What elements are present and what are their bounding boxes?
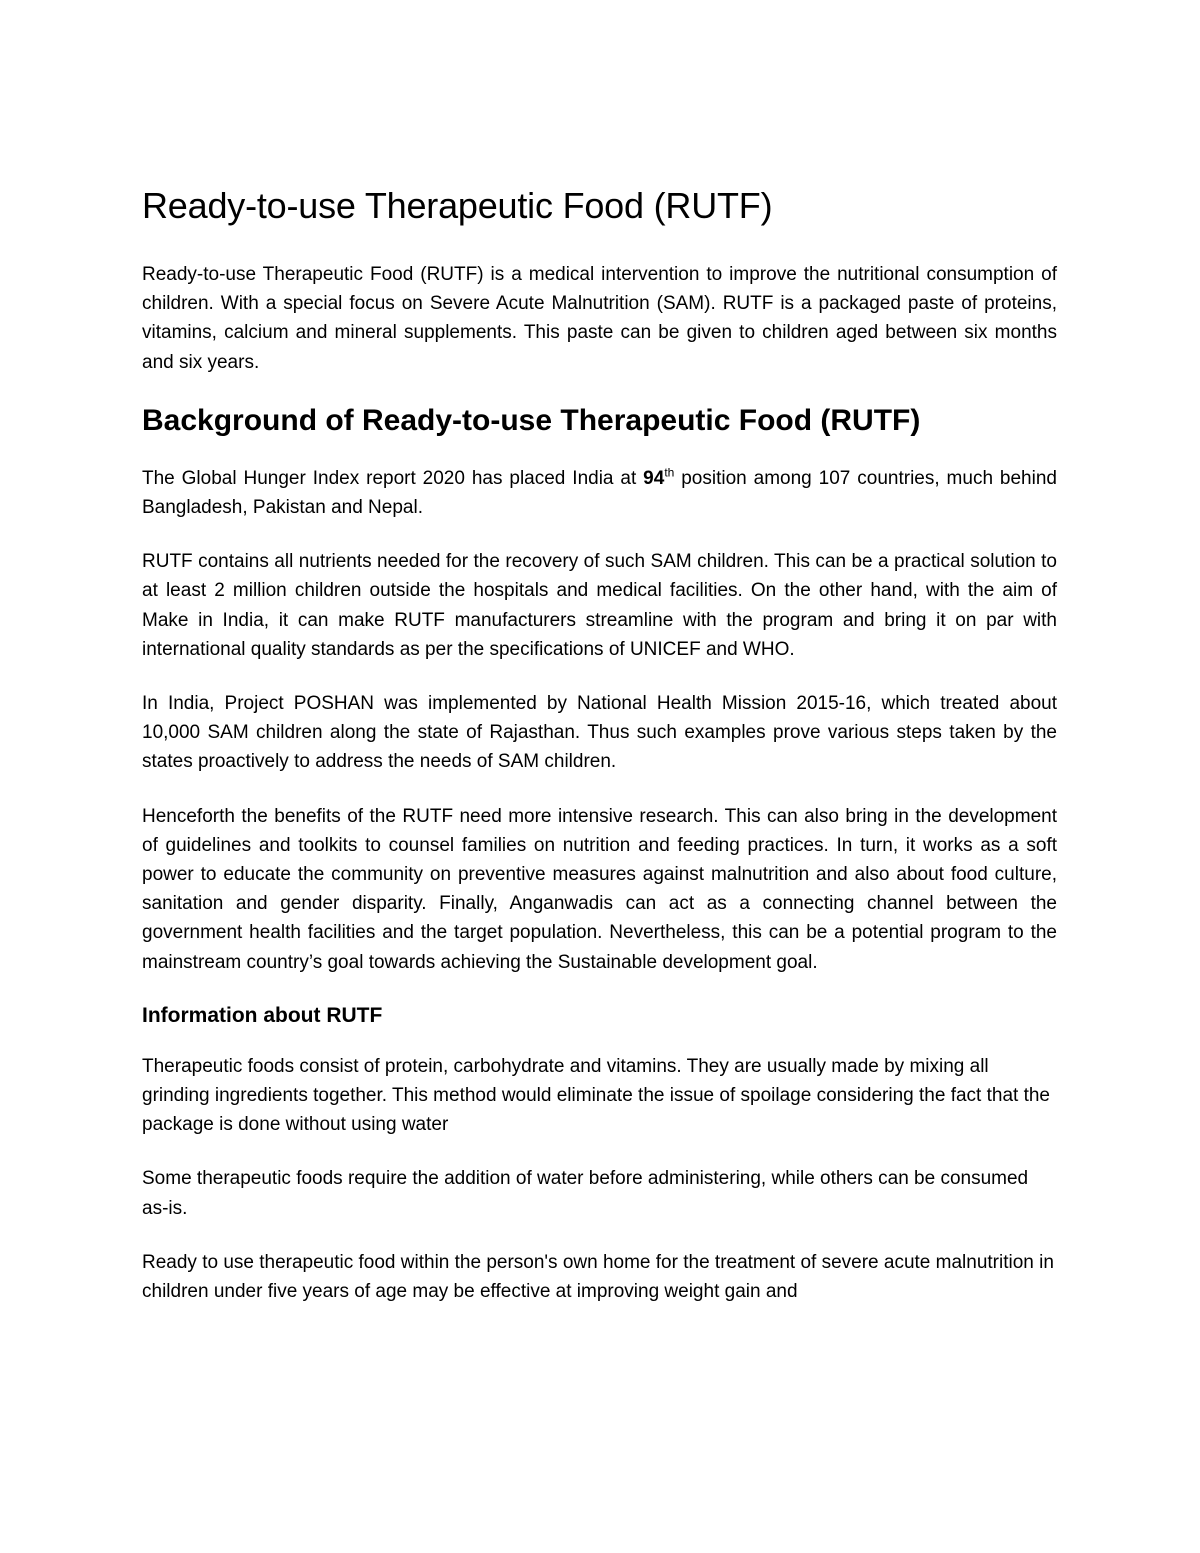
info-heading: Information about RUTF: [142, 1003, 383, 1027]
india-rank: 94: [643, 467, 665, 489]
document-page: [142, 183, 1057, 1331]
background-paragraph-1: [142, 464, 1057, 522]
page-title: Ready-to-use Therapeutic Food (RUTF): [142, 185, 773, 226]
background-paragraph-3: In India, Project POSHAN was implemented by National Health Mission 2015-16, which treated about 10,000 SAM children along the state of Rajasthan. Thus such examples prove various steps taken by the states proactively to address the needs of SAM children.: [142, 693, 1057, 773]
info-paragraph-1: Therapeutic foods consist of protein, carbohydrate and vitamins. They are usually made by mixing all grinding ingredients together. This method would eliminate the issue of spoilage considering the fact that the package is done without using water: [142, 1055, 1050, 1136]
background-paragraph-4: Henceforth the benefits of the RUTF need more intensive research. This can also bring in the development of guidelines and toolkits to counsel families on nutrition and feeding practices. In turn, it works as a soft power to educate the community on preventive measures against malnutrition and also about food culture, sanitation and gender disparity. Finally, Anganwadis can act as a connecting channel between the government health facilities and the target population. Nevertheless, this can be a potential program to the mainstream country’s goal towards achieving the Sustainable development goal.: [142, 805, 1057, 973]
intro-paragraph: Ready-to-use Therapeutic Food (RUTF) is a medical intervention to improve the nutritional consumption of children. With a special focus on Severe Acute Malnutrition (SAM). RUTF is a packaged paste of proteins, vitamins, calcium and mineral supplements. This paste can be given to children aged between six months and six years.: [142, 264, 1057, 373]
background-paragraph-1-start: The Global Hunger Index report 2020 has placed India at: [142, 467, 644, 489]
background-paragraph-1-end: position among 107 countries, much behind Bangladesh, Pakistan and Nepal.: [142, 467, 1057, 519]
info-paragraph-3: Ready to use therapeutic food within the person's own home for the treatment of severe acute malnutrition in children under five years of age may be effective at improving weight gain and: [142, 1251, 1054, 1303]
india-rank-suffix: th: [664, 465, 675, 480]
info-paragraph-2: Some therapeutic foods require the addition of water before administering, while others can be consumed as-is.: [142, 1168, 1029, 1219]
background-paragraph-2: RUTF contains all nutrients needed for the recovery of such SAM children. This can be a practical solution to at least 2 million children outside the hospitals and medical facilities. On the other hand, with the aim of Make in India, it can make RUTF manufacturers streamline with the program and bring it on par with international quality standards as per the specifications of UNICEF and WHO.: [142, 551, 1057, 660]
background-heading: Background of Ready-to-use Therapeutic Food (RUTF): [142, 403, 921, 437]
